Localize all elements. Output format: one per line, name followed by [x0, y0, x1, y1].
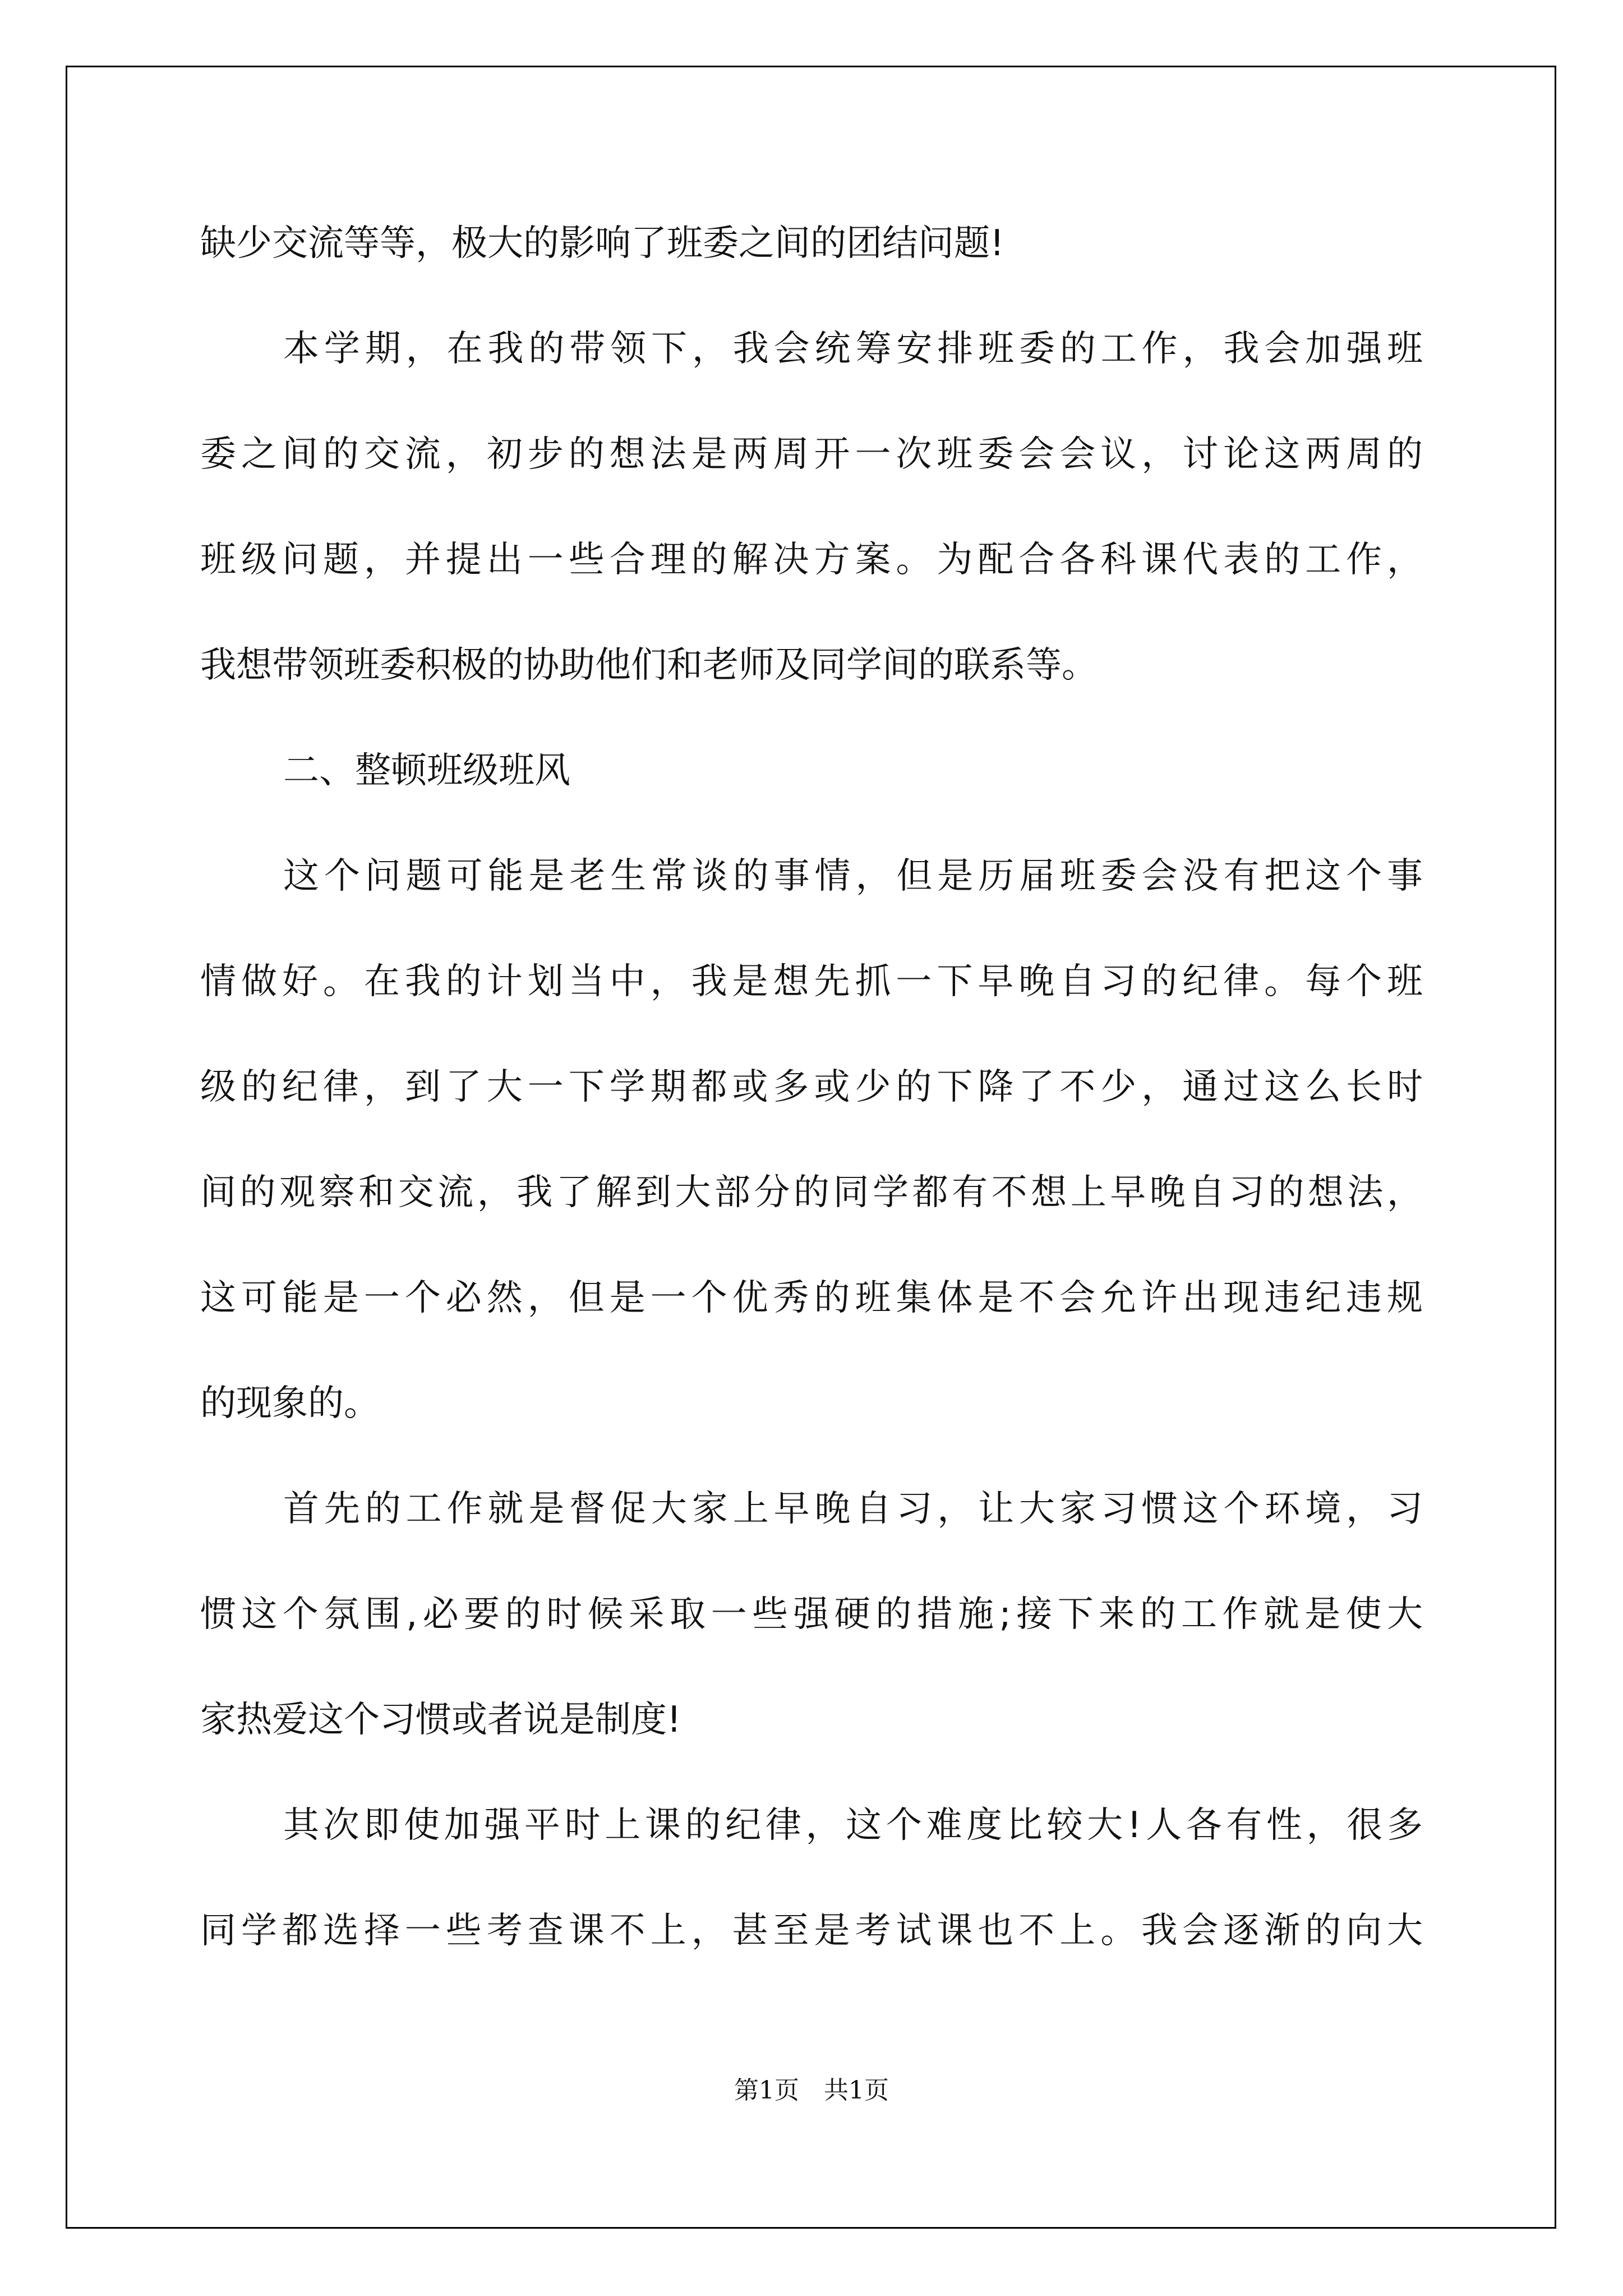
text-line: 家热爱这个习惯或者说是制度!	[200, 1699, 681, 1741]
text-line: 惯这个氛围,必要的时候采取一些强硬的措施;接下来的工作就是使大	[200, 1594, 1423, 1635]
text-line: 委之间的交流，初步的想法是两周开一次班委会会议，讨论这两周的	[200, 434, 1423, 475]
text-line: 情做好。在我的计划当中，我是想先抓一下早晚自习的纪律。每个班	[200, 961, 1423, 1002]
text-line: 我想带领班委积极的协助他们和老师及同学间的联系等。	[200, 645, 1098, 686]
text-line: 级的纪律，到了大一下学期都或多或少的下降了不少，通过这么长时	[200, 1066, 1423, 1108]
text-line: 这个问题可能是老生常谈的事情，但是历届班委会没有把这个事	[283, 855, 1423, 897]
page-number-footer: 第1页 共1页	[734, 2076, 889, 2105]
text-line: 同学都选择一些考查课不上，甚至是考试课也不上。我会逐渐的向大	[200, 1910, 1423, 1952]
text-line: 间的观察和交流，我了解到大部分的同学都有不想上早晚自习的想法，	[200, 1172, 1423, 1213]
text-line: 这可能是一个必然，但是一个优秀的班集体是不会允许出现违纪违规	[200, 1277, 1423, 1319]
document-body	[200, 191, 1423, 1984]
text-line: 其次即使加强平时上课的纪律，这个难度比较大!人各有性，很多	[283, 1805, 1423, 1846]
text-line: 的现象的。	[200, 1383, 380, 1424]
section-heading: 二、整顿班级班风	[283, 750, 570, 792]
text-line: 班级问题，并提出一些合理的解决方案。为配合各科课代表的工作，	[200, 539, 1423, 581]
text-line: 本学期，在我的带领下，我会统筹安排班委的工作，我会加强班	[283, 328, 1423, 370]
text-line: 首先的工作就是督促大家上早晚自习，让大家习惯这个环境，习	[283, 1488, 1423, 1530]
text-line: 缺少交流等等，极大的影响了班委之间的团结问题!	[200, 223, 1004, 264]
